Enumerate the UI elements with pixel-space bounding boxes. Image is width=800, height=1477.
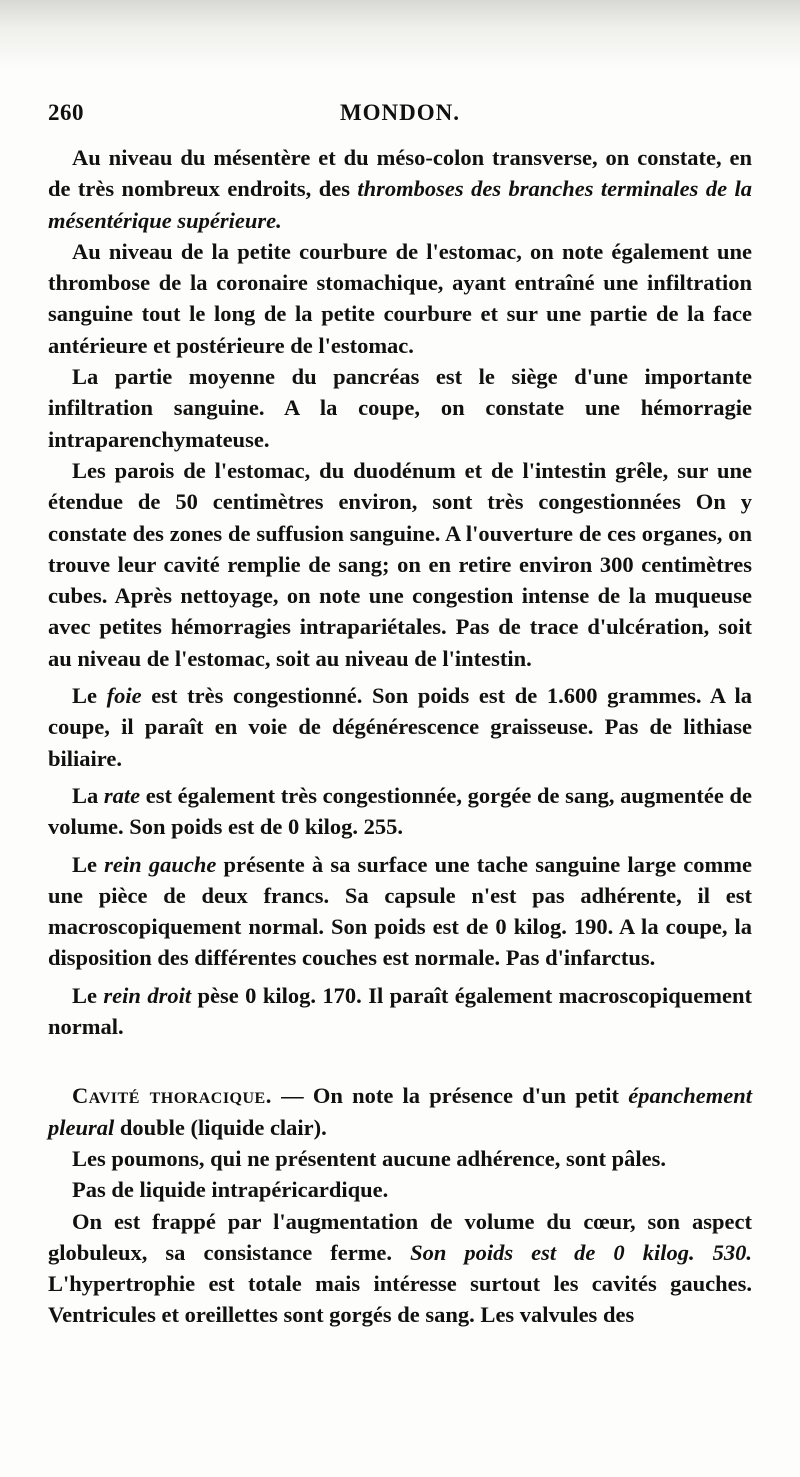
paragraph-right-kidney xyxy=(48,980,752,1043)
italic-emphasis: épanchement pleural xyxy=(48,1083,752,1140)
paragraph-text: La xyxy=(72,782,104,808)
paragraph-text: est également très congestionnée, gorgée de sang, augmentée de volume. Son poids est de 0 kilog. 255. xyxy=(48,782,752,840)
paragraph-text: Le xyxy=(72,982,104,1008)
page-header xyxy=(48,100,752,130)
italic-emphasis: thromboses des branches terminales de la mésentérique supérieure. xyxy=(48,176,752,233)
paragraph-text: Pas de liquide intrapéricardique. xyxy=(72,1177,389,1203)
paragraph-left-kidney xyxy=(48,849,752,974)
paragraph-stomach-curvature xyxy=(48,236,752,361)
paragraph-mesentery xyxy=(48,142,752,236)
page-number: 260 xyxy=(48,100,84,125)
paragraph-liver xyxy=(48,680,752,774)
paragraph-text: L'hypertrophie est totale mais intéresse surtout les cavités gauches. Ventricules et oreillettes sont gorgés de sang. Les valvules des xyxy=(48,1271,752,1328)
paragraph-text: pèse 0 kilog. 170. Il paraît également macroscopiquement normal. xyxy=(48,982,752,1040)
italic-emphasis: rate xyxy=(103,782,141,808)
paragraph-lungs xyxy=(48,1143,752,1174)
paragraph-pericardium xyxy=(48,1174,752,1205)
paragraph-text: Les parois de l'estomac, du duodénum et de l'intestin grêle, sur une étendue de 50 centimètres environ, sont très congestionnées On y constate des zones de suffusion sanguine. A l'ouverture de ces organes, on trouve leur cavité remplie de sang; on en retire environ 300 centimètres cubes. Après nettoyage, on note une congestion intense de la muqueuse avec petites hémorragies intrapariétales. Pas de trace d'ulcération, soit au niveau de l'estomac, soit au niveau de l'intestin. xyxy=(48,457,752,671)
paragraph-text: Le xyxy=(72,683,107,709)
italic-emphasis: rein droit xyxy=(103,982,192,1008)
paragraph-text: Au niveau de la petite courbure de l'estomac, on note également une thrombose de la coronaire stomachique, ayant entraîné une infiltration sanguine tout le long de la petite courbure et sur une partie de la face antérieure et postérieure de l'estomac. xyxy=(48,238,752,358)
paragraph-text: double (liquide clair). xyxy=(114,1114,327,1140)
paragraph-text: La partie moyenne du pancréas est le siège d'une importante infiltration sanguine. A la coupe, on constate une hémorragie intraparenchymateuse. xyxy=(48,364,752,452)
section-heading: Cavité thoracique. xyxy=(72,1083,272,1109)
paragraph-intestine xyxy=(48,455,752,674)
paragraph-text: Au niveau du mésentère et du méso-colon transverse, on constate, en de très nombreux endroits, des xyxy=(48,145,752,202)
paragraph-text: On est frappé par l'augmentation de volume du cœur, son aspect globuleux, sa consistance ferme. xyxy=(48,1208,752,1265)
italic-emphasis: Son poids est de 0 kilog. 530. xyxy=(410,1239,752,1265)
paragraph-pancreas xyxy=(48,361,752,455)
paragraph-text: présente à sa surface une tache sanguine large comme une pièce de deux francs. Sa capsule n'est pas adhérente, il est macroscopiquement normal. Son poids est de 0 kilog. 190. A la coupe, la disposition des différentes couches est normale. Pas d'infarctus. xyxy=(48,851,753,971)
paragraph-thoracic-cavity xyxy=(48,1080,752,1143)
paragraph-text: Le xyxy=(72,851,105,877)
paragraph-text: est très congestionné. Son poids est de 1.600 grammes. A la coupe, il paraît en voie de dégénérescence graisseuse. Pas de lithiase biliaire. xyxy=(48,683,752,771)
italic-emphasis: foie xyxy=(106,683,142,709)
paragraph-spleen xyxy=(48,780,752,843)
italic-emphasis: rein gauche xyxy=(104,851,217,877)
running-head: MONDON. xyxy=(339,100,461,125)
paragraph-text: Les poumons, qui ne présentent aucune adhérence, sont pâles. xyxy=(72,1145,667,1171)
paragraph-heart xyxy=(48,1206,752,1331)
paragraph-text: — On note la présence d'un petit xyxy=(271,1083,629,1109)
body-text xyxy=(48,142,752,1331)
